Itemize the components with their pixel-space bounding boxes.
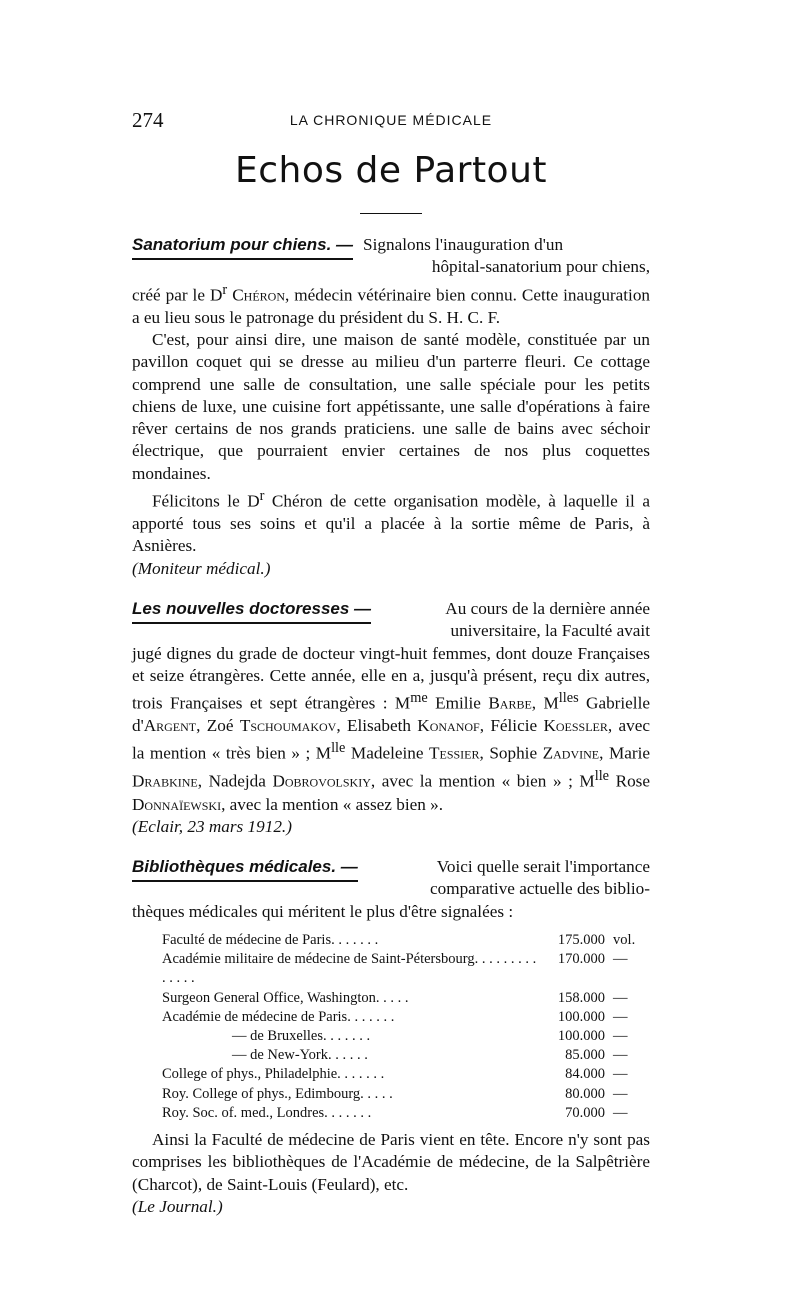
library-row [162,989,650,1008]
library-row [162,1065,650,1084]
library-table [162,931,650,1123]
library-name: Faculté de médecine de Paris. . . . . . . [162,931,379,948]
heading-underline [132,880,358,882]
library-name: Roy. College of phys., Edimbourg. . . . . [162,1085,393,1102]
library-row [162,950,650,988]
running-head [132,108,650,144]
article-heading-block [132,234,650,279]
library-name: Académie de médecine de Paris. . . . . . . [162,1008,395,1025]
library-name: Roy. Soc. of. med., Londres. . . . . . . [162,1104,372,1121]
document-page [132,108,650,1218]
person-name: Chéron [232,285,285,305]
library-volumes: 175.000 [557,931,606,948]
library-name: — de New-York. . . . . . [232,1047,368,1064]
library-row [162,1085,650,1104]
first-line: universitaire, la Faculté avait [450,621,650,641]
paragraph: Félicitons le $D^r$ Chéron de cette organisation modèle, à laquelle il a apporté tous ses soins et qu'il a placée à la sortie même de Paris, à Asnières. [132,488,650,556]
title-divider [360,213,422,214]
first-line: Au cours de la dernière année [445,598,650,618]
article-heading-block [132,856,650,901]
library-unit: — [613,1047,628,1064]
library-volumes: 85.000 [565,1047,606,1064]
paragraph: jugé dignes du grade de docteur vingt-huit femmes, dont douze Françaises et seize étrangères. Cette année, elle en a, jusqu'à présent, reçu dix autres, trois Françaises et sept étrangères : $M^{me}$ Emilie Barbe, $M^{lles}$ Gabrielle d'Argent, Zoé Tschoumakov, Elisabeth Konanof, Félicie Koessler, avec la mention « très bien » ; $M^{lle}$ Madeleine Tessier, Sophie Zadvine, Marie Drabkine, Nadejda Dobrovolskiy, avec la mention « bien » ; $M^{lle}$ Rose Donnaïewski, avec la mention « assez bien ». [132,643,650,814]
library-name: Surgeon General Office, Washington. . . . . [162,989,409,1006]
library-unit: — [613,989,628,1006]
article-heading: Bibliothèques médicales. — [132,857,358,877]
library-unit: — [613,1104,628,1121]
article-heading: Sanatorium pour chiens. — [132,235,354,254]
library-volumes: 100.000 [557,1008,606,1025]
library-unit: — [613,1085,628,1102]
library-volumes: 70.000 [565,1104,606,1121]
paragraph: C'est, pour ainsi dire, une maison de santé modèle, constituée par un pavillon coquet qui se dresse au milieu d'un parterre fleuri. Ce cottage comprend une salle de consultation, une salle spéciale pour les petits chiens de luxe, une cuisine fort appétissante, une salle d'opérations à faire rêver certains de nos grands praticiens. une salle de bains avec séchoir électrique, que pourraient envier certaines de nos plus coquettes mondaines. [132,329,650,483]
library-row [162,1104,650,1123]
library-unit: — [613,1008,628,1025]
first-line: hôpital-sanatorium pour chiens, [431,257,650,277]
first-line: Voici quelle serait l'importance [436,857,650,877]
first-line: comparative actuelle des biblio- [429,879,650,899]
paragraph: créé par le $D^r$ Chéron, médecin vétérinaire bien connu. Cette inauguration a eu lieu sous le patronage du président du S. H. C. F. [132,281,651,327]
source-citation: (Le Journal.) [132,1196,223,1216]
library-volumes: 80.000 [565,1085,606,1102]
paragraph: thèques médicales qui méritent le plus d'être signalées : [132,901,514,921]
article-bibliotheques [132,856,650,1218]
article-sanatorium [132,234,650,580]
heading-underline [132,258,353,260]
article-heading: Les nouvelles doctoresses — [132,598,372,618]
source-citation: (Moniteur médical.) [132,558,271,578]
library-row [162,1008,650,1027]
library-volumes: 100.000 [557,1028,606,1044]
library-unit: — [613,951,628,968]
article-doctoresses [132,598,650,838]
library-name: College of phys., Philadelphie. . . . . . . [162,1066,385,1083]
paragraph: Ainsi la Faculté de médecine de Paris vient en tête. Encore n'y sont pas comprises les bibliothèques de l'Académie de médecine, de la Salpêtrière (Charcot), de Saint-Louis (Feulard), etc. [132,1130,650,1194]
article-heading-block [132,598,650,643]
library-volumes: 158.000 [557,989,606,1006]
source-citation: (Eclair, 23 mars 1912.) [132,816,292,836]
main-title: Echos de Partout [234,150,548,191]
library-unit: — [613,1066,628,1083]
library-name: — de Bruxelles. . . . . . . [232,1028,371,1044]
heading-underline [132,622,371,624]
library-row [162,1046,650,1065]
page-number: 274 [132,108,164,132]
first-line: Signalons l'inauguration d'un [363,235,564,254]
library-volumes: 84.000 [565,1066,606,1083]
library-volumes: 170.000 [557,951,606,968]
library-unit: vol. [613,931,636,948]
library-row [162,931,650,950]
library-name: Académie militaire de médecine de Saint-Pétersbourg. . . . . . . . . . . . . . [162,951,537,987]
journal-name: LA CHRONIQUE MÉDICALE [289,112,493,128]
library-row [162,1027,650,1046]
library-unit: — [613,1028,628,1044]
